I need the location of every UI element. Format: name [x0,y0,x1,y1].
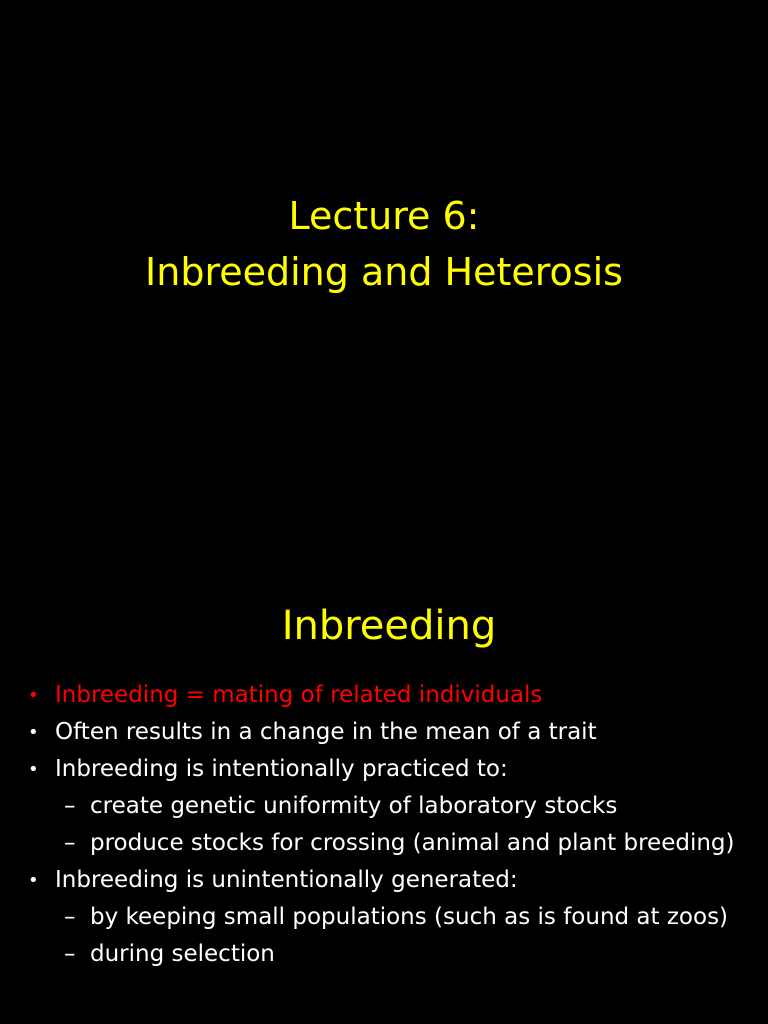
bullet-item [0,680,768,711]
sub-bullet-item [0,902,768,933]
bullet-marker: • [28,870,39,891]
bullet-item [0,754,768,785]
bullet-item [0,717,768,748]
sub-bullet-item [0,791,768,822]
bullet-text: Inbreeding is intentionally practiced to: [55,756,508,782]
sub-bullet-text: by keeping small populations (such as is found at zoos) [90,904,729,930]
lecture-title-line-2: Inbreeding and Heterosis [145,250,623,294]
bullet-text: Often results in a change in the mean of a trait [55,719,597,745]
lecture-title [0,188,768,300]
bullet-text: Inbreeding = mating of related individuals [55,682,543,708]
sub-bullet-text: during selection [90,941,275,967]
bullet-marker: • [28,759,39,780]
bullet-item [0,865,768,896]
bullet-text: Inbreeding is unintentionally generated: [55,867,518,893]
sub-bullet-marker: – [64,904,76,930]
bullet-marker: • [28,685,39,706]
bullet-list [0,680,768,970]
sub-bullet-item [0,828,768,859]
sub-bullet-marker: – [64,941,76,967]
bullet-marker: • [28,722,39,743]
sub-bullet-marker: – [64,793,76,819]
sub-bullet-text: create genetic uniformity of laboratory stocks [90,793,618,819]
sub-bullet-text: produce stocks for crossing (animal and plant breeding) [90,830,735,856]
section-heading: Inbreeding [281,603,497,649]
sub-bullet-marker: – [64,830,76,856]
sub-bullet-item [0,939,768,970]
lecture-title-line-1: Lecture 6: [288,194,480,238]
